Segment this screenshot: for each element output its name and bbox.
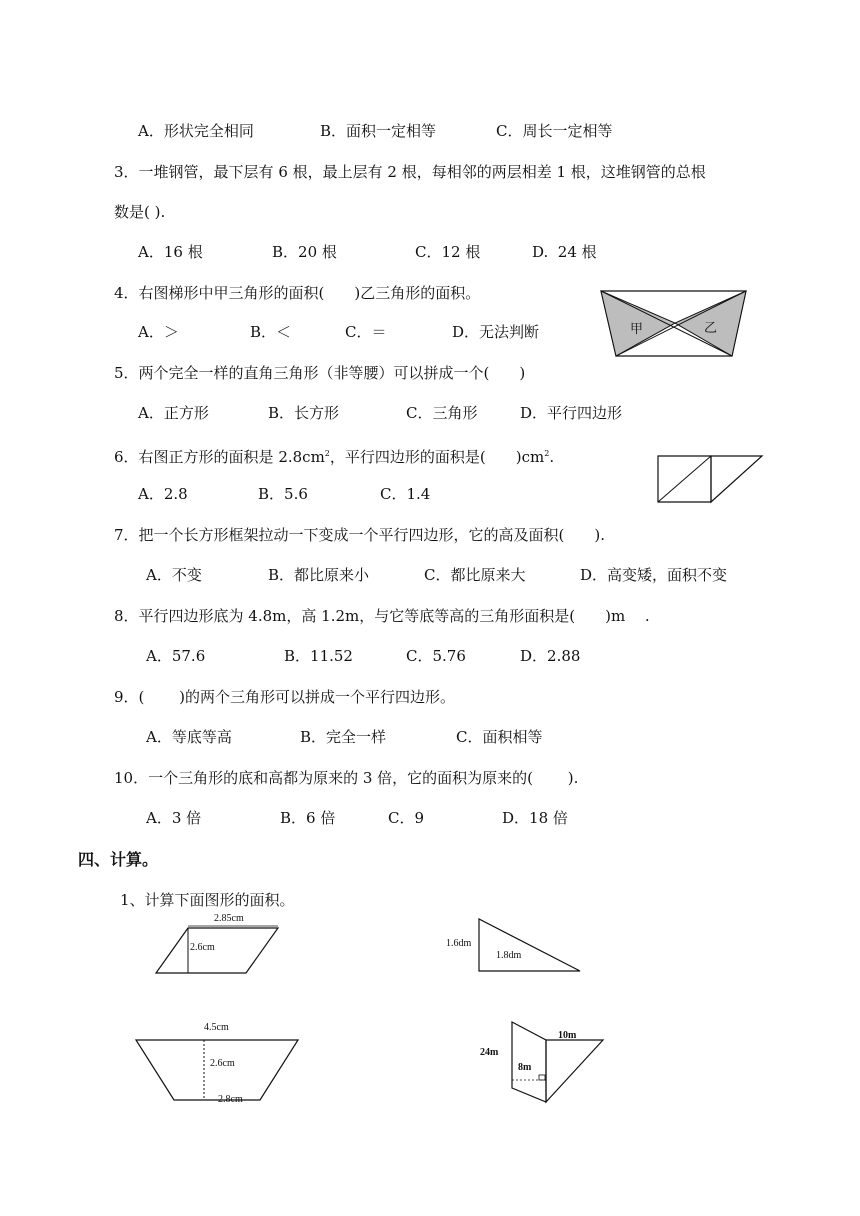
q6-option-b: B．5.6 (258, 485, 308, 503)
q9-option-a: A．等底等高 (146, 728, 232, 746)
trapezoid-top-label: 4.5cm (204, 1022, 229, 1033)
q8-option-a: A．57.6 (146, 647, 206, 665)
q3-option-d: D. 24 根 (532, 243, 597, 261)
q7-option-c: C．都比原来大 (424, 566, 526, 584)
q9-option-c: C．面积相等 (456, 728, 543, 746)
q5-text: 5．两个完全一样的直角三角形（非等腰）可以拼成一个( ) (114, 364, 526, 382)
q3-option-b: B．20 根 (272, 243, 337, 261)
q7-text: 7．把一个长方形框架拉动一下变成一个平行四边形，它的高及面积( ). (114, 526, 606, 544)
section-title: 四、计算。 (78, 850, 159, 869)
triangle-base-label: 1.8dm (496, 950, 522, 961)
q7-option-b: B．都比原来小 (268, 566, 370, 584)
q4-label-jia: 甲 (630, 322, 644, 337)
q4-option-b: B．＜ (250, 323, 292, 341)
q7-option-a: A．不变 (146, 566, 202, 584)
triangle-side-label: 1.6dm (446, 938, 472, 949)
q5-option-d: D．平行四边形 (520, 404, 623, 422)
q10-option-c: C．9 (388, 809, 425, 827)
q4-option-c: C．＝ (345, 323, 387, 341)
q3-text-line1: 3．一堆钢管，最下层有 6 根，最上层有 2 根，每相邻的两层相差 1 根，这堆钢管的总根 (114, 163, 706, 181)
trapezoid-height-label: 2.6cm (210, 1058, 235, 1069)
q10-text: 10．一个三角形的底和高都为原来的 3 倍，它的面积为原来的( ). (114, 769, 579, 787)
composite-inner-label: 8m (518, 1062, 532, 1073)
q4-label-yi: 乙 (704, 321, 718, 336)
q8-text: 8．平行四边形底为 4.8m，高 1.2m，与它等底等高的三角形面积是( )m . (114, 607, 650, 625)
right-triangle-figure (474, 916, 584, 974)
q8-option-b: B．11.52 (284, 647, 353, 665)
q10-option-b: B．6 倍 (280, 809, 336, 827)
parallelogram-height-label: 2.6cm (190, 942, 215, 953)
q4-text: 4．右图梯形中甲三角形的面积( )乙三角形的面积。 (114, 284, 481, 302)
q9-text: 9．( )的两个三角形可以拼成一个平行四边形。 (114, 688, 456, 706)
q3-text-line2: 数是( ). (114, 203, 166, 221)
composite-figure (500, 1018, 608, 1106)
composite-left-label: 24m (480, 1047, 499, 1058)
q10-option-a: A．3 倍 (146, 809, 202, 827)
q7-option-d: D．高变矮，面积不变 (580, 566, 728, 584)
q3-option-c: C．12 根 (415, 243, 481, 261)
q5-option-c: C．三角形 (406, 404, 478, 422)
q8-option-d: D．2.88 (520, 647, 581, 665)
q9-option-b: B．完全一样 (300, 728, 387, 746)
trapezoid-bottom-label: 2.8cm (218, 1094, 243, 1105)
q8-option-c: C．5.76 (406, 647, 466, 665)
q6-option-c: C．1.4 (380, 485, 431, 503)
q6-option-a: A．2.8 (138, 485, 188, 503)
parallelogram-figure (150, 922, 282, 976)
q6-square-parallelogram-figure (654, 453, 766, 505)
q4-option-a: A．＞ (138, 323, 179, 341)
q2-option-b: B．面积一定相等 (320, 122, 437, 140)
q4-option-d: D．无法判断 (452, 323, 540, 341)
q2-option-a: A．形状完全相同 (138, 122, 254, 140)
q5-option-a: A．正方形 (138, 404, 209, 422)
composite-top-label: 10m (558, 1030, 577, 1041)
section-subtitle: 1、计算下面图形的面积。 (120, 891, 295, 909)
q3-option-a: A．16 根 (138, 243, 203, 261)
q4-trapezoid-figure (598, 286, 750, 360)
q2-option-c: C．周长一定相等 (496, 122, 613, 140)
q10-option-d: D．18 倍 (502, 809, 568, 827)
parallelogram-top-label: 2.85cm (214, 913, 244, 924)
q5-option-b: B．长方形 (268, 404, 340, 422)
q6-text: 6．右图正方形的面积是 $2.8cm^2$，平行四边形的面积是( )$cm^2$. (114, 448, 555, 466)
